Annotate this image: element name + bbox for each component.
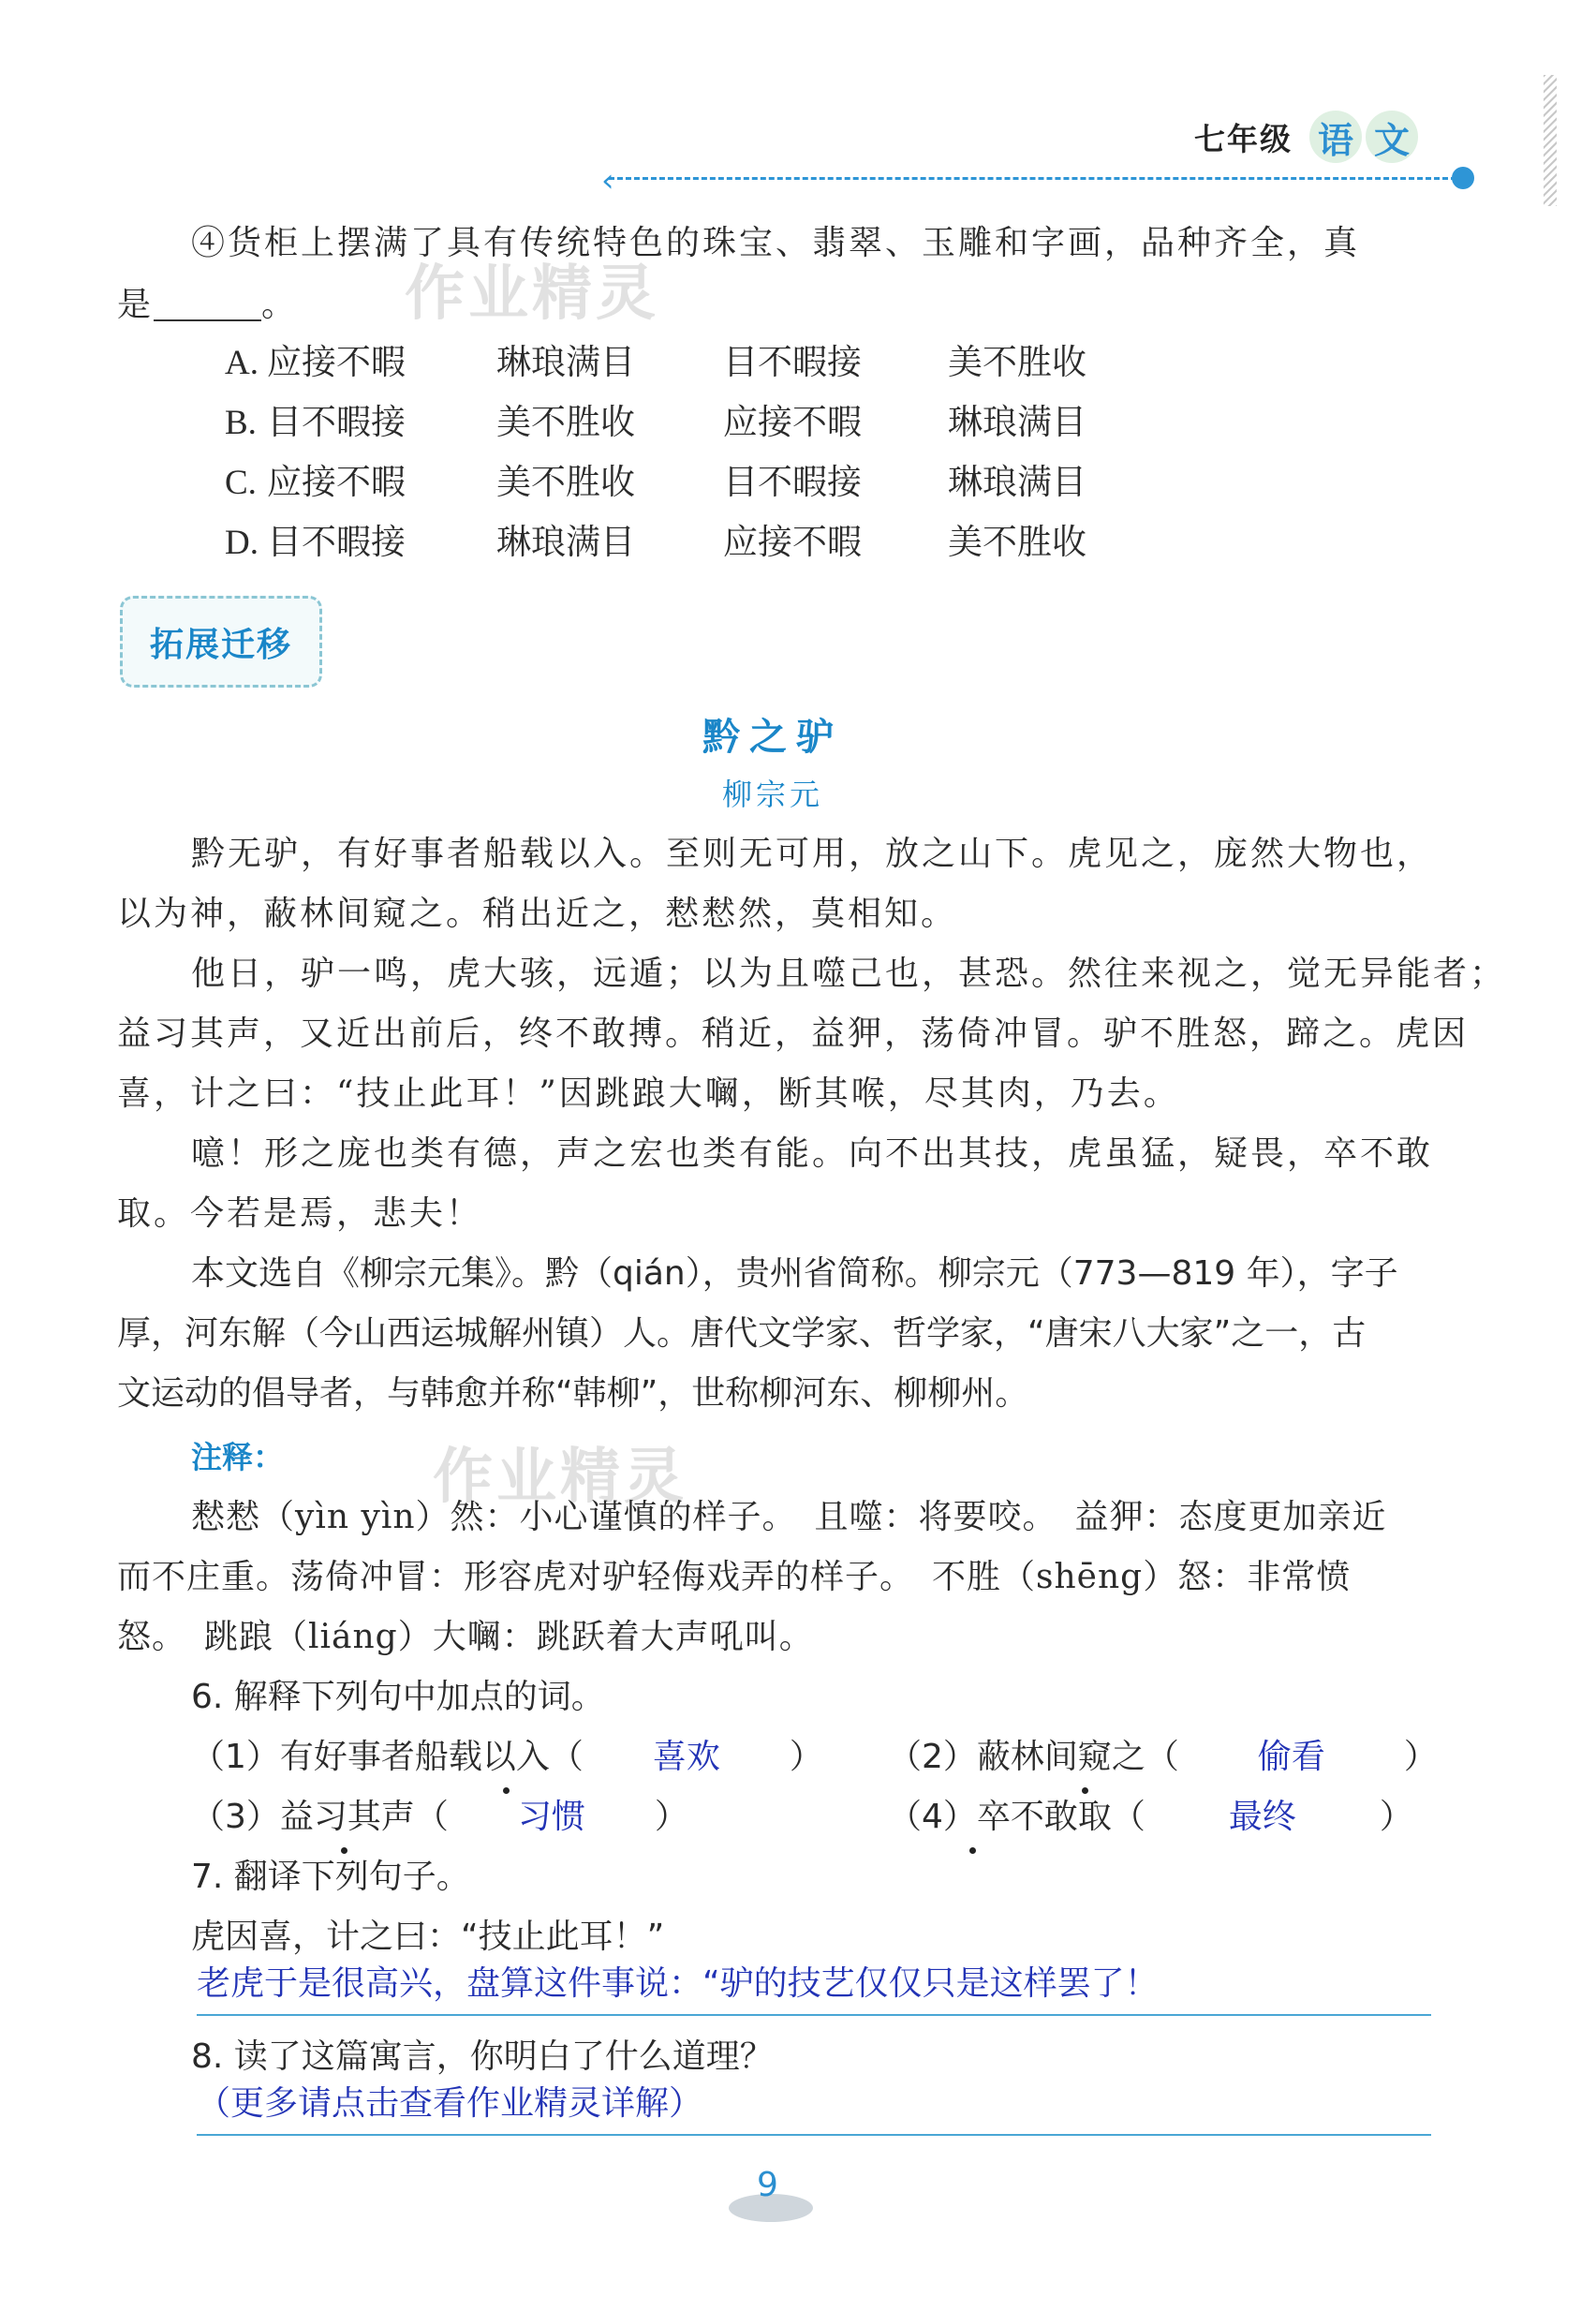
workbook-page: 七年级 语 文 ‹ 作业精灵 作业精灵 ④货柜上摆满了具有传统特色的珠宝、翡翠、玉雕和字画，品种齐全，真 是 。 A. 应接不暇 琳琅满目 目不暇接 美不胜收 B. 目不暇接 美不胜收 应接不暇 琳琅满目 C. 应接不暇 美不胜收 目不暇接 琳琅满目 D. 目不暇接 琳琅满目 应接不暇 美不胜收 拓展迁移 黔之驴 柳宗元 黔无驴，有好事者船载以入。至则无可用，放之山下。虎见之，庞然大物也， 以为神，蔽林间窥之。稍出近之，慭慭然，莫相知。 他日，驴一鸣，虎大骇，远遁；以为且噬己也，甚恐。然往来视之，觉无异能者； 益习其声，又近出前后，终不敢搏。稍近，益狎，荡倚冲冒。驴不胜怒，蹄之。虎因 喜，计之曰：“技止此耳！”因跳踉大㘎，断其喉，尽其肉，乃去。 噫！形之庞也类有德，声之宏也类有能。向不出其技，虎虽猛，疑畏，卒不敢 取。今若是焉，悲夫！ 本文选自《柳宗元集》。黔（qián），贵州省简称。柳宗元（773—819 年），字子 厚，河东解（今山西运城解州镇）人。唐代文学家、哲学家，“唐宋八大家”之一，古 文运动的倡导者，与韩愈并称“韩柳”，世称柳河东、柳柳州。 注释： 慭慭（yìn yìn）然：小心谨慎的样子。 且噬：将要咬。 益狎：态度更加亲近 而不庄重。荡倚冲冒：形容虎对驴轻侮戏弄的样子。 不胜（shēng）怒：非常愤 怒。 跳踉（liáng）大㘎：跳跃着大声吼叫。 6. 解释下列句中加点的词。 （1）有好事者船载以入（ 喜欢 ） （2）蔽林间窥之（ 偷看 ） （3）益习其声（ 习惯 ） （4）卒不敢取（ 最终 ） 7. 翻译下列句子。 虎因喜，计之曰：“技止此耳！” 老虎于是很高兴，盘算这件事说：“驴的技艺仅仅只是这样罢了！ 8. 读了这篇寓言，你明白了什么道理？ （更多请点击查看作业精灵详解） 9 [0,0,1596,2311]
header-dot-icon [1452,167,1474,189]
answer-text[interactable]: 喜欢 [652,1738,720,1776]
question-6-prompt: 6. 解释下列句中加点的词。 [191,1678,605,1716]
article-line: 黔无驴，有好事者船载以入。至则无可用，放之山下。虎见之，庞然大物也， [191,835,1434,873]
answer-underline [197,2134,1431,2136]
notes-label: 注释： [191,1439,284,1475]
bio-line: 厚，河东解（今山西运城解州镇）人。唐代文学家、哲学家，“唐宋八大家”之一，古 [117,1314,1367,1353]
question-8-prompt: 8. 读了这篇寓言，你明白了什么道理？ [191,2037,774,2076]
article-line: 以为神，蔽林间窥之。稍出近之，慭慭然，莫相知。 [117,895,958,933]
question-6-item-3: （3）益习其声（ 习惯 ） [191,1795,688,1840]
article-line: 益习其声，又近出前后，终不敢搏。稍近，益狎，荡倚冲冒。驴不胜怒，蹄之。虎因 [117,1015,1470,1053]
grade-label: 七年级 [1194,120,1293,157]
watermark: 作业精灵 [405,259,659,329]
header-dashed-rule [609,177,1456,180]
emphasis-dot [503,1787,510,1794]
note-line: 慭慭（yìn yìn）然：小心谨慎的样子。 且噬：将要咬。 益狎：态度更加亲近 [191,1498,1387,1536]
subject-char-1: 语 [1309,111,1362,163]
bio-line: 本文选自《柳宗元集》。黔（qián），贵州省简称。柳宗元（773—819 年），字子 [191,1254,1398,1293]
article-title: 黔之驴 [702,715,843,759]
subject-char-2: 文 [1366,111,1418,163]
watermark: 作业精灵 [433,1443,687,1512]
answer-text[interactable]: 最终 [1228,1798,1296,1836]
article-line: 他日，驴一鸣，虎大骇，远遁；以为且噬己也，甚恐。然往来视之，觉无异能者； [191,955,1507,993]
arrow-left-icon: ‹ [601,162,614,200]
article-line: 取。今若是焉，悲夫！ [117,1194,483,1233]
answer-text[interactable]: 偷看 [1257,1738,1325,1776]
answer-underline [197,2014,1431,2016]
article-line: 噫！形之庞也类有德，声之宏也类有能。向不出其技，虎虽猛，疑畏，卒不敢 [191,1134,1434,1173]
question-6-item-2: （2）蔽林间窥之（ 偷看 ） [888,1735,1438,1780]
question-7-sentence: 虎因喜，计之曰：“技止此耳！” [191,1918,665,1956]
note-line: 怒。 跳踉（liáng）大㘎：跳跃着大声吼叫。 [117,1618,814,1656]
bio-line: 文运动的倡导者，与韩愈并称“韩柳”，世称柳河东、柳柳州。 [117,1374,1029,1413]
question-7-prompt: 7. 翻译下列句子。 [191,1858,470,1896]
question-7-answer[interactable]: 老虎于是很高兴，盘算这件事说：“驴的技艺仅仅只是这样罢了！ [197,1964,1159,2003]
question-6-item-1: （1）有好事者船载以入（ 喜欢 ） [191,1735,823,1780]
question-8-answer[interactable]: （更多请点击查看作业精灵详解） [197,2084,703,2123]
note-line: 而不庄重。荡倚冲冒：形容虎对驴轻侮戏弄的样子。 不胜（shēng）怒：非常愤 [117,1558,1352,1596]
page-edge-decoration [1544,75,1557,206]
question-4-line-1: ④货柜上摆满了具有传统特色的珠宝、翡翠、玉雕和字画，品种齐全，真 [191,224,1361,262]
emphasis-dot [1082,1787,1088,1794]
question-6-item-4: （4）卒不敢取（ 最终 ） [888,1795,1413,1840]
page-number: 9 [757,2166,778,2204]
emphasis-dot [969,1847,976,1854]
article-line: 喜，计之曰：“技止此耳！”因跳踉大㘎，断其喉，尽其肉，乃去。 [117,1074,1180,1113]
section-badge [120,596,322,688]
answer-text[interactable]: 习惯 [517,1798,585,1836]
page-header [1194,111,1418,163]
answer-blank[interactable] [154,288,261,321]
section-title: 拓展迁移 [149,625,292,664]
emphasis-dot [341,1847,347,1854]
question-4-line-2: 是 。 [117,286,299,324]
article-author: 柳宗元 [721,777,823,812]
